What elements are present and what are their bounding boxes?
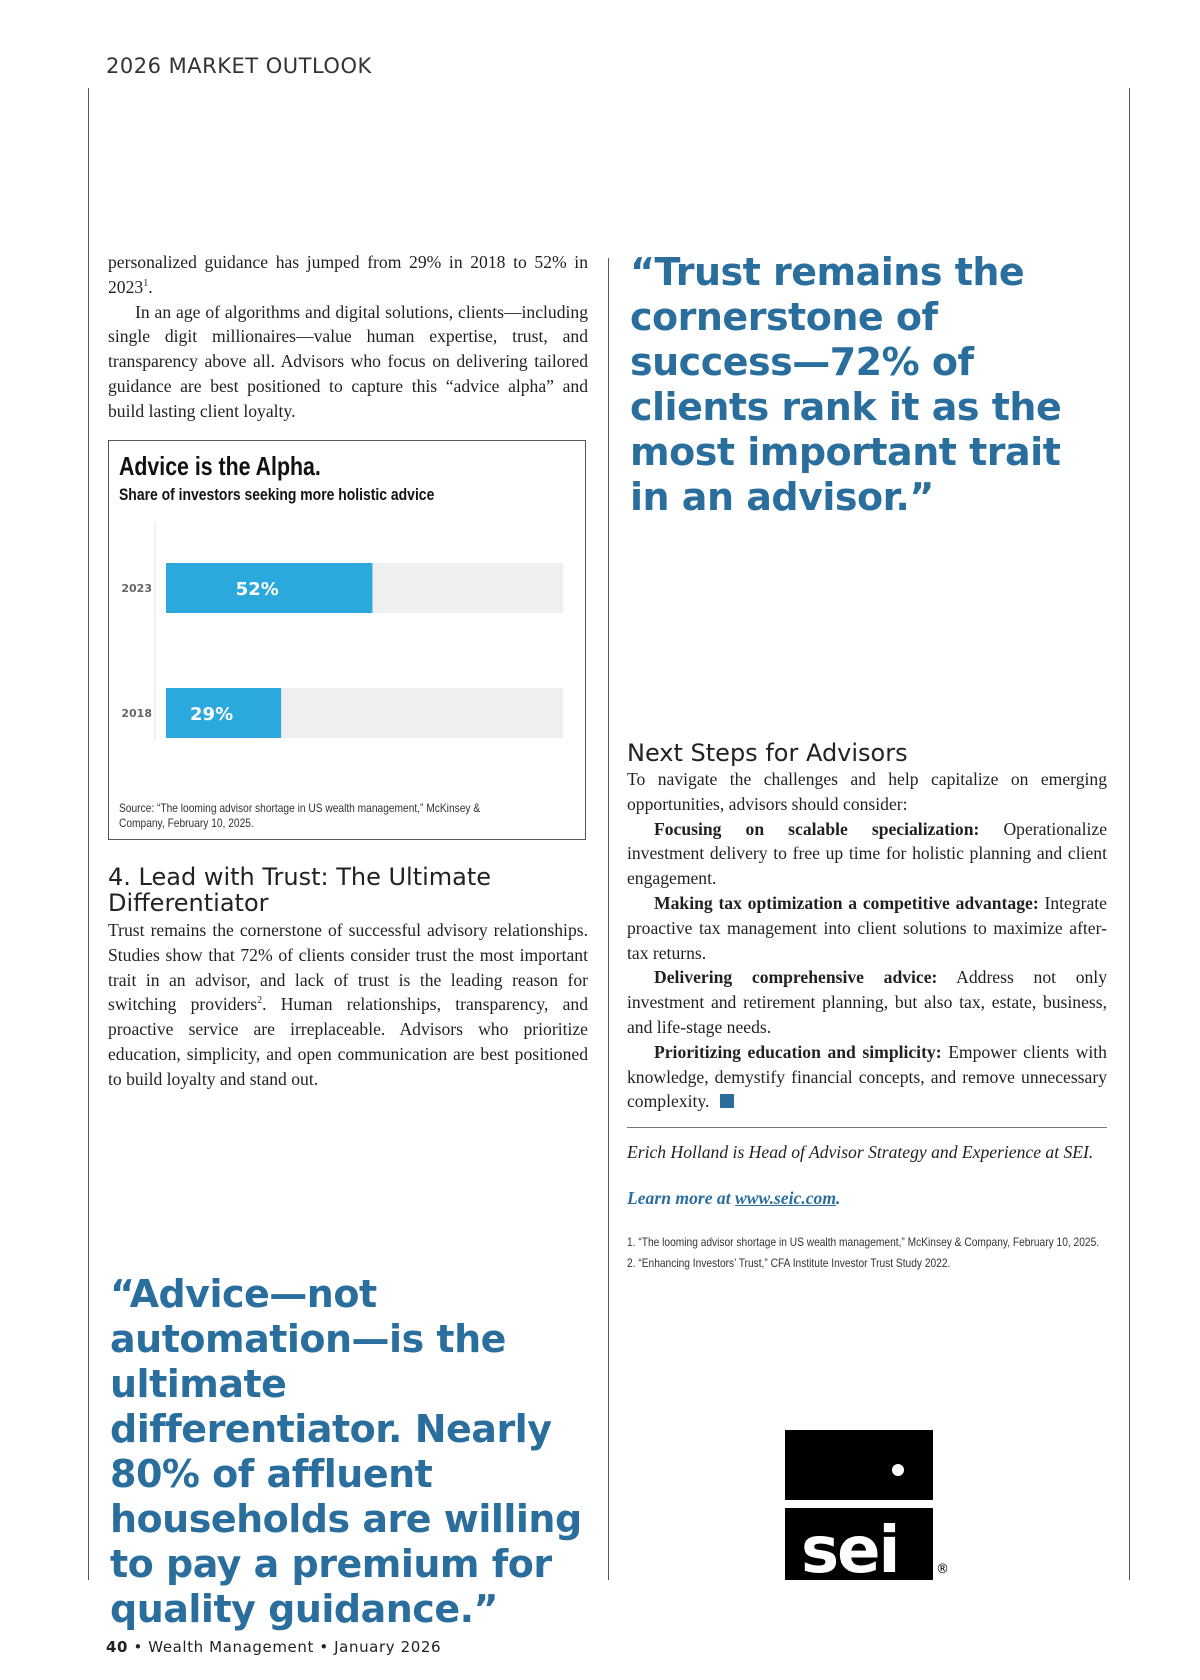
registered-mark: ®	[936, 1562, 949, 1577]
next-step-item: Delivering comprehensive advice: Address not only investment and retirement planning, but also tax, estate, business, and life-stage needs.	[627, 967, 1107, 1037]
end-mark-square	[720, 1094, 734, 1108]
footnote-ref-1: 1	[143, 277, 149, 289]
chart-source: Source: “The looming advisor shortage in US wealth management,” McKinsey & Company, February 10, 2025.	[119, 801, 481, 830]
next-steps-heading: Next Steps for Advisors	[627, 739, 908, 767]
tick-label-2018: 2018	[121, 707, 152, 720]
running-header: 2026 MARKET OUTLOOK	[106, 54, 372, 78]
logo-bottom-block	[785, 1508, 933, 1580]
column-divider-rule	[608, 258, 609, 1580]
section-4-body: Trust remains the cornerstone of successful advisory relationships. Studies show that 72% of clients consider trust the most important trait in an advisor, and lack of trust is the leading reason for switching providers$^2$. Human relationships, transparency, and proactive service are irreplaceable. Advisors who prioritize education, simplicity, and open communication are best positioned to build loyalty and stand out.	[108, 920, 588, 1089]
intro-paragraph-2: In an age of algorithms and digital solutions, clients—including single digit millionaires—value human expertise, trust, and transparency above all. Advisors who focus on delivering tailored guidance are best positioned to capture this “advice alpha” and build lasting client loyalty.	[108, 301, 588, 421]
pull-quote-advice: “Advice—not automation—is the ultimate differentiator. Nearly 80% of affluent households are willing to pay a premium for quality guidance.”	[110, 1272, 582, 1631]
next-step-item: Prioritizing education and simplicity: Empower clients with knowledge, demystify financial concepts, and remove unnecessary complexity.	[627, 1041, 1107, 1112]
logo-top-block	[785, 1430, 933, 1500]
intro-text	[108, 250, 588, 424]
bar-value-label-2023: 52%	[235, 579, 279, 600]
bio-divider	[627, 1127, 1107, 1128]
right-margin-rule	[1129, 88, 1130, 1580]
section-4-heading: 4. Lead with Trust: The Ultimate Differentiator	[108, 863, 492, 917]
bar-value-label-2018: 29%	[190, 704, 234, 725]
chart-title: Advice is the Alpha.	[119, 451, 321, 481]
intro-paragraph-1: personalized guidance has jumped from 29% in 2018 to 52% in 2023$^1$.	[108, 252, 588, 297]
tick-label-2023: 2023	[121, 582, 152, 595]
logo-wordmark: sei	[801, 1514, 899, 1580]
seic-link[interactable]: www.seic.com	[735, 1188, 837, 1208]
next-steps-body	[627, 767, 1107, 1114]
author-bio: Erich Holland is Head of Advisor Strategy and Experience at SEI.	[627, 1142, 1094, 1162]
footnote-1: 1. “The looming advisor shortage in US wealth management,” McKinsey & Company, February 10, 2025.	[627, 1235, 1100, 1249]
next-steps-intro: To navigate the challenges and help capitalize on emerging opportunities, advisors should consider:	[627, 769, 1107, 814]
left-margin-rule	[88, 88, 89, 1580]
chart-plot	[109, 521, 584, 791]
chart-subtitle: Share of investors seeking more holistic advice	[119, 485, 435, 504]
pull-quote-trust: “Trust remains the cornerstone of success—72% of clients rank it as the most important trait in an advisor.”	[630, 250, 1062, 519]
page-number: 40	[106, 1638, 129, 1656]
advice-alpha-chart	[108, 440, 586, 840]
footnote-ref-2: 2	[257, 995, 263, 1007]
sei-logo	[785, 1430, 935, 1580]
footnote-2: 2. “Enhancing Investors’ Trust,” CFA Institute Investor Trust Study 2022.	[627, 1256, 951, 1270]
logo-dot	[892, 1464, 904, 1476]
next-step-item: Making tax optimization a competitive advantage: Integrate proactive tax management into client solutions to maximize after-tax returns.	[627, 892, 1107, 963]
learn-more: Learn more at www.seic.com.	[627, 1188, 841, 1208]
next-step-item: Focusing on scalable specialization: Operationalize investment delivery to free up time for holistic planning and client engagement.	[627, 818, 1107, 889]
page-footer: 40 • Wealth Management • January 2026	[106, 1638, 442, 1656]
